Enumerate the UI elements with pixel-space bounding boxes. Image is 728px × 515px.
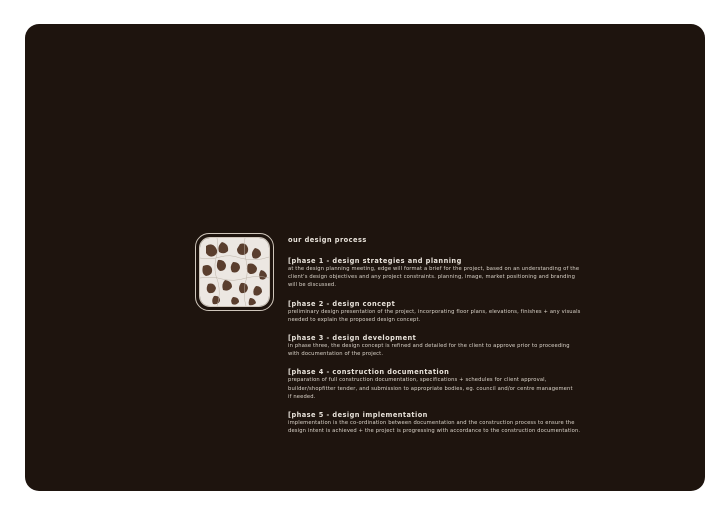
phase-2-title: [phase 2 - design concept — [288, 299, 396, 308]
phase-2-section — [288, 300, 633, 324]
phase-1-body: at the design planning meeting, edge will format a brief for the project, based on an understanding of the client's design objectives and any project constraints. planning, image, market positioning and branding will be discussed. — [288, 266, 580, 289]
page-title: our design process — [288, 236, 367, 244]
design-process-text — [288, 236, 633, 435]
jigsaw-puzzle-image — [200, 238, 269, 306]
phase-1-section — [288, 257, 633, 290]
phase-5-section — [288, 411, 633, 435]
phase-3-title: [phase 3 - design development — [288, 334, 417, 343]
phase-5-title: [phase 5 - design implementation — [288, 411, 428, 420]
phase-4-title: [phase 4 - construction documentation — [288, 368, 450, 377]
phase-1-title: [phase 1 - design strategies and planning — [288, 257, 462, 265]
phase-4-section — [288, 368, 633, 401]
phase-4-body: preparation of full construction documentation, specifications + schedules for client approval, builder/shopfitter tender, and submission to appropriate bodies, eg. council and/or centre management if needed. — [288, 377, 573, 400]
phase-3-body: in phase three, the design concept is refined and detailed for the client to approve prior to proceeding with documentation of the project. — [288, 343, 570, 358]
phase-3-section — [288, 334, 633, 358]
puzzle-pieces-icon — [200, 238, 269, 306]
phase-5-body: implementation is the co-ordination between documentation and the construction process to ensure the design intent is achieved + the project is progressing with accordance to the construction documentation. — [288, 420, 581, 435]
phase-2-body: preliminary design presentation of the project, incorporating floor plans, elevations, finishes + any visuals needed to explain the proposed design concept. — [288, 308, 581, 323]
